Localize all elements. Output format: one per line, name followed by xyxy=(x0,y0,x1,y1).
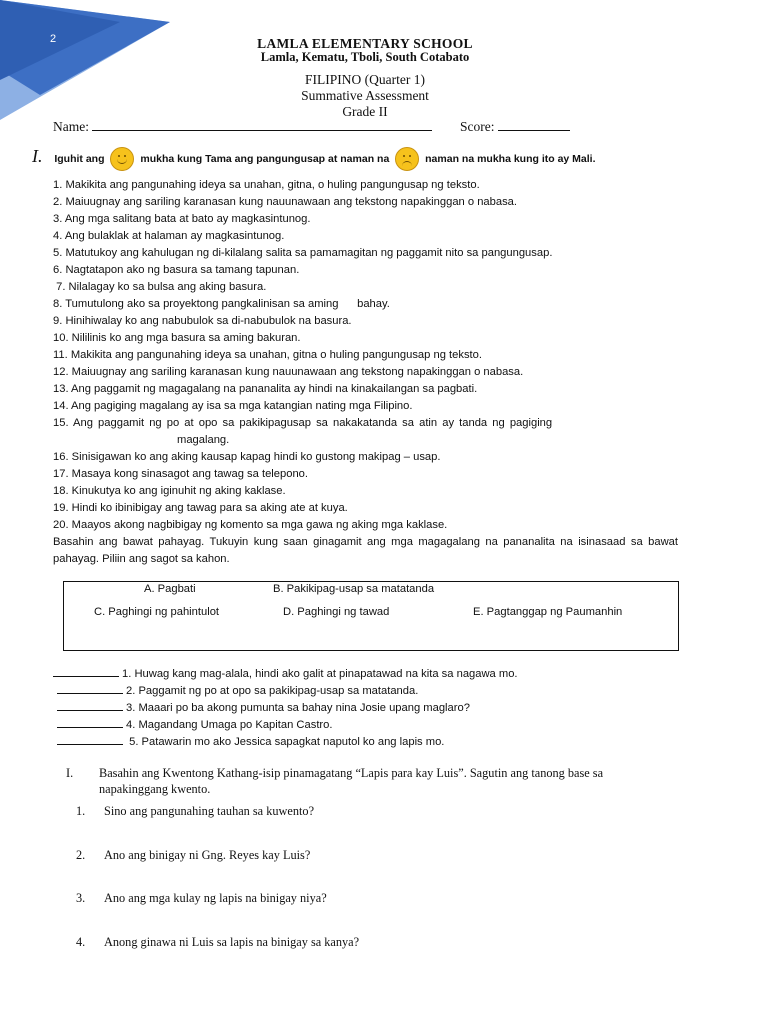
sad-face-icon xyxy=(395,147,419,171)
section2-roman: I. xyxy=(66,766,74,780)
item-text: 1. Huwag kang mag-alala, hindi ako galit at pinapatawad na kita sa nagawa mo. xyxy=(122,668,518,680)
choice-b: B. Pakikipag-usap sa matatanda xyxy=(273,583,435,595)
list-item xyxy=(53,734,518,751)
name-field[interactable] xyxy=(53,118,432,135)
list-item: magalang. xyxy=(177,434,230,446)
section1-instruction2: Basahin ang bawat pahayag. Tukuyin kung saan ginagamit ang mga magagalang na pananalita na isinasaad sa bawat pahayag. Piliin ang sagot sa kahon. xyxy=(53,536,678,565)
list-item xyxy=(53,666,518,683)
list-item: 10. Nililinis ko ang mga basura sa aming bakuran. xyxy=(53,332,301,344)
instruction-part3: naman na mukha kung ito ay Mali. xyxy=(425,153,596,165)
list-item: 16. Sinisigawan ko ang aking kausap kapag hindi ko gustong makipag – usap. xyxy=(53,451,441,463)
list-item: 12. Maiuugnay ang sariling karanasan kung nauunawaan ang tekstong napakinggan o nabasa. xyxy=(53,366,524,378)
page-number: 2 xyxy=(50,33,57,45)
grade-level: Grade II xyxy=(342,104,388,119)
score-field[interactable] xyxy=(460,118,570,135)
question-text: Sino ang pangunahing tauhan sa kuwento? xyxy=(104,804,315,818)
question-2 xyxy=(76,848,310,863)
list-item: 1. Makikita ang pangunahing ideya sa unahan, gitna, o huling pangungusap ng teksto. xyxy=(53,179,480,191)
list-item: 14. Ang pagiging magalang ay isa sa mga katangian nating mga Filipino. xyxy=(53,400,413,412)
section2-text: Basahin ang Kwentong Kathang-isip pinamagatang “Lapis para kay Luis”. Sagutin ang tanong base sa napakinggang kwento. xyxy=(99,766,604,796)
fill-blank-list xyxy=(53,666,518,751)
question-text: Ano ang mga kulay ng lapis na binigay niya? xyxy=(104,891,327,905)
name-label: Name: xyxy=(53,119,89,134)
statement-list xyxy=(53,177,678,568)
smiley-face-icon xyxy=(110,147,134,171)
list-item: 15. Ang paggamit ng po at opo sa pakikipagusap sa nakakatanda sa atin ay tanda ng pagiging xyxy=(53,417,553,429)
assessment-title: Summative Assessment xyxy=(301,88,429,103)
list-item: 7. Nilalagay ko sa bulsa ang aking basura. xyxy=(53,281,267,293)
list-item xyxy=(53,717,518,734)
school-name: LAMLA ELEMENTARY SCHOOL xyxy=(257,36,473,51)
item-text: 3. Maaari po ba akong pumunta sa bahay nina Josie upang maglaro? xyxy=(126,702,470,714)
list-item: 11. Makikita ang pangunahing ideya sa unahan, gitna o huling pangungusap ng teksto. xyxy=(53,349,482,361)
question-3 xyxy=(76,891,327,906)
question-4 xyxy=(76,935,359,950)
answer-blank[interactable] xyxy=(57,734,123,745)
list-item: 19. Hindi ko ibinibigay ang tawag para sa aking ate at kuya. xyxy=(53,502,348,514)
choice-d: D. Paghingi ng tawad xyxy=(283,606,390,618)
list-item: 6. Nagtatapon ako ng basura sa tamang tapunan. xyxy=(53,264,300,276)
question-number: 3. xyxy=(76,891,86,905)
section2-instruction xyxy=(66,765,706,797)
list-item: 2. Maiuugnay ang sariling karanasan kung nauunawaan ang tekstong napakinggan o nabasa. xyxy=(53,196,518,208)
list-item: 8. Tumutulong ako sa proyektong pangkalinisan sa aming bahay. xyxy=(53,298,390,310)
answer-blank[interactable] xyxy=(57,717,123,728)
list-item: 9. Hinihiwalay ko ang nabubulok sa di-nabubulok na basura. xyxy=(53,315,352,327)
list-item: 3. Ang mga salitang bata at bato ay magkasintunog. xyxy=(53,213,311,225)
name-blank[interactable] xyxy=(92,118,432,131)
choice-e: E. Pagtanggap ng Paumanhin xyxy=(473,606,623,618)
question-number: 4. xyxy=(76,935,86,949)
choice-a: A. Pagbati xyxy=(144,583,196,595)
instruction-part1: Iguhit ang xyxy=(54,153,105,165)
section1-roman: I. xyxy=(32,146,43,166)
answer-blank[interactable] xyxy=(57,700,123,711)
choice-c: C. Paghingi ng pahintulot xyxy=(94,606,220,618)
score-label: Score: xyxy=(460,119,495,134)
question-text: Anong ginawa ni Luis sa lapis na binigay sa kanya? xyxy=(104,935,360,949)
answer-blank[interactable] xyxy=(53,666,119,677)
instruction-part2: mukha kung Tama ang pangungusap at naman na xyxy=(140,153,390,165)
subject-title: FILIPINO (Quarter 1) xyxy=(305,72,425,87)
question-text: Ano ang binigay ni Gng. Reyes kay Luis? xyxy=(104,848,311,862)
list-item: 20. Maayos akong nagbibigay ng komento sa mga gawa ng aking mga kaklase. xyxy=(53,519,448,531)
choices-box xyxy=(63,581,679,651)
answer-blank[interactable] xyxy=(57,683,123,694)
list-item: 13. Ang paggamit ng magagalang na pananalita ay hindi na kinakailangan sa pagbati. xyxy=(53,383,478,395)
question-1 xyxy=(76,804,314,819)
list-item: 18. Kinukutya ko ang iginuhit ng aking kaklase. xyxy=(53,485,286,497)
school-address: Lamla, Kematu, Tboli, South Cotabato xyxy=(260,50,470,64)
question-number: 2. xyxy=(76,848,86,862)
item-text: 5. Patawarin mo ako Jessica sapagkat naputol ko ang lapis mo. xyxy=(126,736,445,748)
score-blank[interactable] xyxy=(498,118,570,131)
item-text: 2. Paggamit ng po at opo sa pakikipag-usap sa matatanda. xyxy=(126,685,419,697)
list-item: 4. Ang bulaklak at halaman ay magkasintunog. xyxy=(53,230,285,242)
item-text: 4. Magandang Umaga po Kapitan Castro. xyxy=(126,719,333,731)
list-item: 17. Masaya kong sinasagot ang tawag sa telepono. xyxy=(53,468,309,480)
list-item xyxy=(53,683,518,700)
section1-instruction xyxy=(32,146,732,171)
list-item xyxy=(53,700,518,717)
question-number: 1. xyxy=(76,804,86,818)
list-item: 5. Matutukoy ang kahulugan ng di-kilalang salita sa pamamagitan ng paggamit nito sa pangungusap. xyxy=(53,247,553,259)
